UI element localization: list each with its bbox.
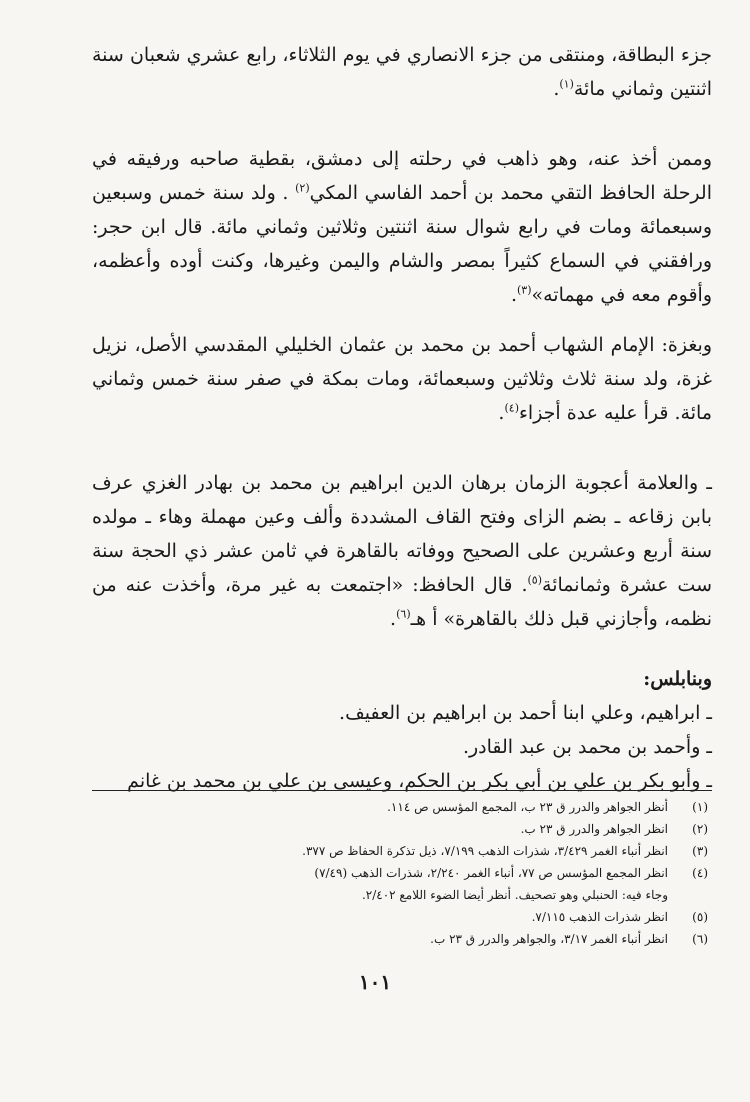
footnote-ref-2[interactable]: (٢) bbox=[295, 181, 310, 195]
footnote-text: انظر شذرات الذهب ٧/١١٥. bbox=[531, 910, 668, 924]
footnote bbox=[200, 840, 708, 862]
footnote-ref-1[interactable]: (١) bbox=[559, 77, 574, 91]
footnote-number: (٢) bbox=[692, 822, 708, 836]
section-heading: وبنابلس: bbox=[643, 668, 712, 690]
list-item: ـ وأحمد بن محمد بن عبد القادر. bbox=[462, 736, 712, 758]
footnote-ref-5[interactable]: (٥) bbox=[527, 573, 543, 587]
main-text bbox=[92, 38, 712, 798]
footnote-divider bbox=[92, 790, 712, 791]
footnote-text: انظر أنباء الغمر ٣/١٧، والجواهر والدرر ق ٢٣ ب. bbox=[430, 932, 668, 946]
footnote-text: انظر المجمع المؤسس ص ٧٧، أنباء الغمر ٢/٢٤٠، شذرات الذهب (٧/٤٩) bbox=[314, 866, 668, 880]
footnote bbox=[200, 928, 708, 950]
paragraph-2: وممن أخذ عنه، وهو ذاهب في رحلته إلى دمشق، بقطية صاحبه ورفيقه في الرحلة الحافظ التقي محمد بن أحمد الفاسي المكي$^{(٢)}$ . ولد سنة خمس وسبعين وسبعمائة ومات في رابع شوال سنة اثنتين وثلاثين وثماني مائة. قال ابن حجر: ورافقني في السماع كثيراً بمصر والشام واليمن وغيرها، وكنت أوده وأعظمه، وأقوم معه في مهماته»$^{(٣)}$. bbox=[92, 148, 712, 306]
footnote-number: (٤) bbox=[692, 866, 708, 880]
footnote bbox=[200, 906, 708, 928]
list-item: ـ ابراهيم، وعلي ابنا أحمد بن ابراهيم بن العفيف. bbox=[339, 702, 712, 724]
footnote-number: (٦) bbox=[692, 932, 708, 946]
paragraph-1: جزء البطاقة، ومنتقى من جزء الانصاري في يوم الثلاثاء، رابع عشري شعبان سنة اثنتين وثماني مائة$^{(١)}$. bbox=[92, 44, 712, 100]
footnote-continuation: وجاء فيه: الحنبلي وهو تصحيف. أنظر أيضا الضوء اللامع ٢/٤٠٢. bbox=[361, 888, 668, 902]
footnote-text: انظر أنباء الغمر ٣/٤٢٩، شذرات الذهب ٧/١٩٩، ذيل تذكرة الحفاظ ص ٣٧٧. bbox=[302, 844, 668, 858]
footnote-ref-4[interactable]: (٤) bbox=[504, 401, 519, 415]
footnote-text: انظر الجواهر والدرر ق ٢٣ ب. bbox=[520, 822, 668, 836]
footnote bbox=[200, 818, 708, 840]
list-item: ـ وأبو بكر بن علي بن أبي بكر بن الحكم، وعيسى بن علي بن محمد بن غانم bbox=[127, 770, 712, 792]
footnote-text: أنظر الجواهر والدرر ق ٢٣ ب، المجمع المؤسس ص ١١٤. bbox=[387, 800, 668, 814]
footnote-number: (١) bbox=[692, 800, 708, 814]
footnote bbox=[200, 796, 708, 818]
footnote-number: (٣) bbox=[692, 844, 708, 858]
footnote-ref-3[interactable]: (٣) bbox=[516, 283, 532, 297]
footnote-ref-6[interactable]: (٦) bbox=[396, 607, 411, 621]
footnote-number: (٥) bbox=[692, 910, 708, 924]
footnotes bbox=[200, 796, 708, 950]
page-number: ١٠١ bbox=[358, 970, 392, 994]
footnote bbox=[200, 862, 708, 884]
paragraph-3: وبغزة: الإمام الشهاب أحمد بن محمد بن عثمان الخليلي المقدسي الأصل، نزيل غزة، ولد سنة ثلاث وثلاثين وسبعمائة، ومات بمكة في صفر سنة خمس وثماني مائة. قرأ عليه عدة أجزاء$^{(٤)}$. bbox=[92, 334, 712, 424]
paragraph-4: ـ والعلامة أعجوبة الزمان برهان الدين ابراهيم بن محمد بن بهادر الغزي عرف بابن زقاعه ـ بضم الزاى وفتح القاف المشددة وألف وعين مهملة وهاء ـ مولده سنة أربع وعشرين على الصحيح ووفاته بالقاهرة في ثامن عشر ذي الحجة سنة ست عشرة وثمانمائة$^{(٥)}$. قال الحافظ: «اجتمعت به غير مرة، وأخذت عنه من نظمه، وأجازني قبل ذلك بالقاهرة» أ هـ$^{(٦)}$. bbox=[92, 472, 713, 630]
